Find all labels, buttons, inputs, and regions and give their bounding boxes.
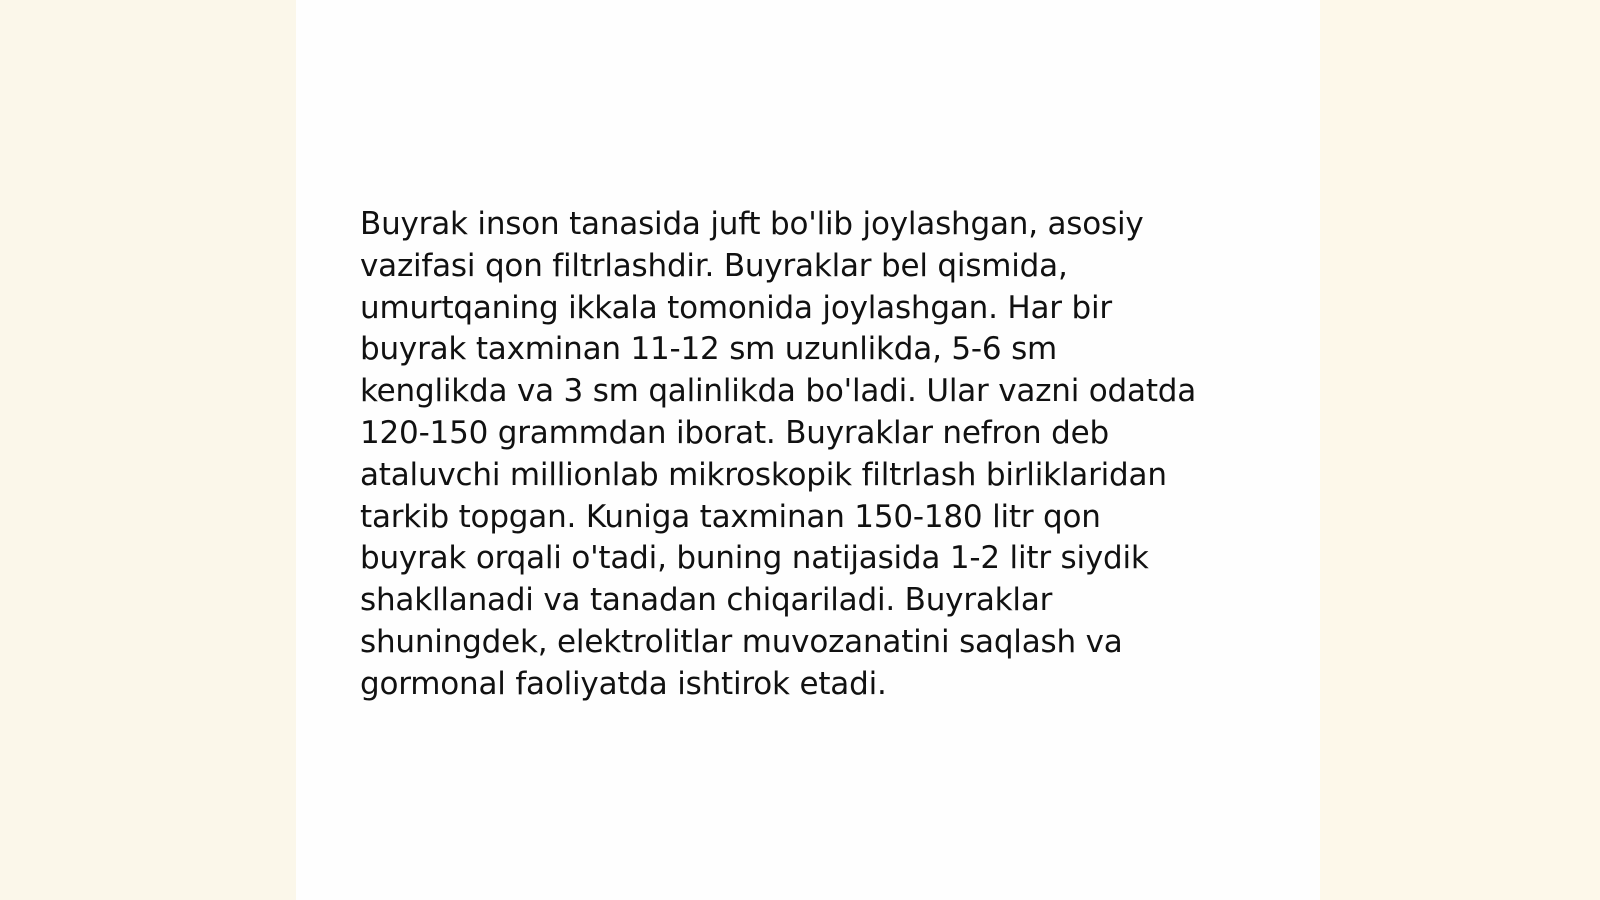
left-margin-background [0,0,296,900]
right-margin-background [1320,0,1600,900]
body-paragraph: Buyrak inson tanasida juft bo'lib joylashgan, asosiy vazifasi qon filtrlashdir. Buyraklar bel qismida, umurtqaning ikkala tomonida joylashgan. Har bir buyrak taxminan 11-12 sm uzunlikda, 5-6 sm kenglikda va 3 sm qalinlikda bo'ladi. Ular vazni odatda 120-150 grammdan iborat. Buyraklar nefron deb ataluvchi millionlab mikroskopik filtrlash birliklaridan tarkib topgan. Kuniga taxminan 150-180 litr qon buyrak orqali o'tadi, buning natijasida 1-2 litr siydik shakllanadi va tanadan chiqariladi. Buyraklar shuningdek, elektrolitlar muvozanatini saqlash va gormonal faoliyatda ishtirok etadi. [360,206,1197,702]
document-page [296,0,1320,900]
